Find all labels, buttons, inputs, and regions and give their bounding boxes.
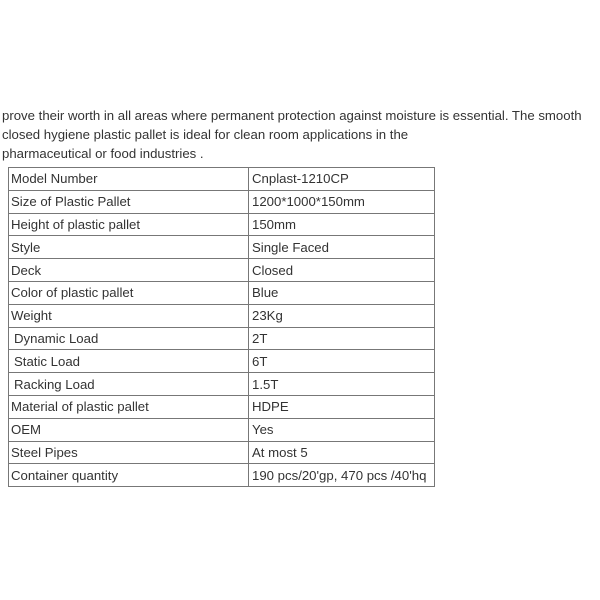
spec-label: Weight — [9, 304, 249, 327]
spec-value: 190 pcs/20'gp, 470 pcs /40'hq — [249, 464, 435, 487]
table-row — [9, 236, 435, 259]
spec-value: 6T — [249, 350, 435, 373]
table-row — [9, 373, 435, 396]
spec-table — [8, 167, 435, 487]
spec-value: Yes — [249, 418, 435, 441]
spec-value: Closed — [249, 259, 435, 282]
spec-label: Size of Plastic Pallet — [9, 190, 249, 213]
table-row — [9, 259, 435, 282]
spec-value: Single Faced — [249, 236, 435, 259]
spec-label: Container quantity — [9, 464, 249, 487]
table-row — [9, 168, 435, 191]
table-row — [9, 350, 435, 373]
intro-line: pharmaceutical or food industries . — [2, 146, 204, 161]
table-row — [9, 464, 435, 487]
spec-label: Static Load — [9, 350, 249, 373]
spec-label: Model Number — [9, 168, 249, 191]
spec-value: 2T — [249, 327, 435, 350]
spec-value: 1.5T — [249, 373, 435, 396]
intro-paragraph — [2, 106, 598, 163]
spec-label: OEM — [9, 418, 249, 441]
spec-label: Height of plastic pallet — [9, 213, 249, 236]
table-row — [9, 395, 435, 418]
spec-value: HDPE — [249, 395, 435, 418]
table-row — [9, 418, 435, 441]
table-row — [9, 441, 435, 464]
spec-label: Racking Load — [9, 373, 249, 396]
spec-label: Color of plastic pallet — [9, 281, 249, 304]
spec-label: Deck — [9, 259, 249, 282]
spec-value: Cnplast-1210CP — [249, 168, 435, 191]
table-row — [9, 213, 435, 236]
table-row — [9, 327, 435, 350]
spec-value: 1200*1000*150mm — [249, 190, 435, 213]
spec-value: At most 5 — [249, 441, 435, 464]
spec-label: Material of plastic pallet — [9, 395, 249, 418]
spec-value: Blue — [249, 281, 435, 304]
spec-label: Dynamic Load — [9, 327, 249, 350]
table-row — [9, 304, 435, 327]
spec-label: Steel Pipes — [9, 441, 249, 464]
table-row — [9, 190, 435, 213]
spec-label: Style — [9, 236, 249, 259]
table-row — [9, 281, 435, 304]
intro-line: closed hygiene plastic pallet is ideal for clean room applications in the — [2, 127, 409, 142]
spec-value: 150mm — [249, 213, 435, 236]
intro-line: prove their worth in all areas where permanent protection against moisture is essential. The smooth — [2, 108, 582, 123]
spec-value: 23Kg — [249, 304, 435, 327]
